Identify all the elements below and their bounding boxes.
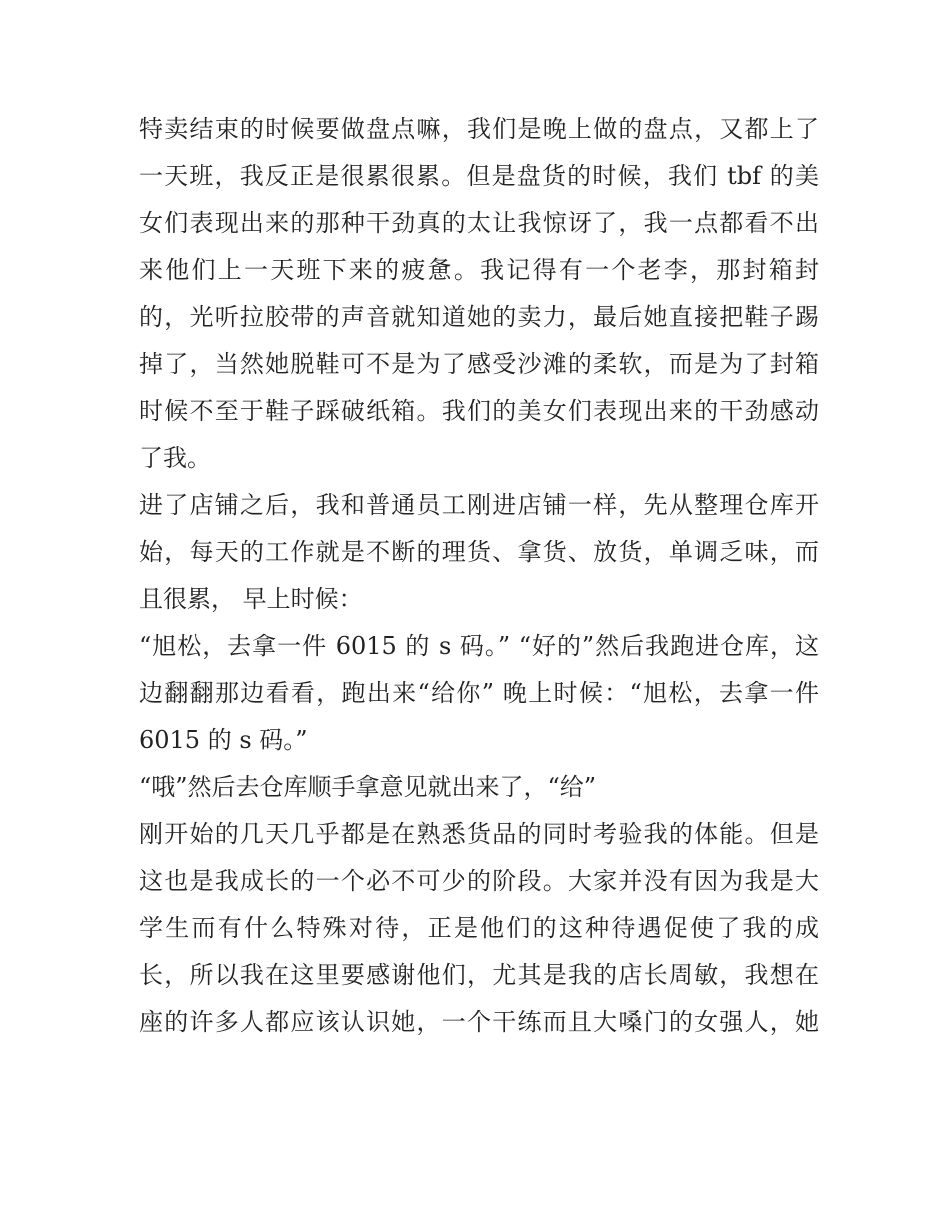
text-line: 的，光听拉胶带的声音就知道她的卖力，最后她直接把鞋子踢 <box>139 303 819 331</box>
text-line: 刚开始的几天几乎都是在熟悉货品的同时考验我的体能。但是 <box>139 820 819 848</box>
text-line: “哦”然后去仓库顺手拿意见就出来了，“给” <box>139 773 597 801</box>
text-line: 长，所以我在这里要感谢他们，尤其是我的店长周敏，我想在 <box>139 961 819 989</box>
text-line: 座的许多人都应该认识她，一个干练而且大嗓门的女强人，她 <box>139 1008 819 1036</box>
text-line: 且很累， 早上时候： <box>139 585 363 613</box>
text-line: 始，每天的工作就是不断的理货、拿货、放货，单调乏味，而 <box>139 538 819 566</box>
text-line: 进了店铺之后，我和普通员工刚进店铺一样，先从整理仓库开 <box>139 491 819 519</box>
text-line: 掉了，当然她脱鞋可不是为了感受沙滩的柔软，而是为了封箱 <box>139 350 819 378</box>
text-line: 女们表现出来的那种干劲真的太让我惊讶了，我一点都看不出 <box>139 209 819 237</box>
text-line: 边翻翻那边看看，跑出来“给你” 晚上时候：“旭松，去拿一件 <box>139 679 819 707</box>
text-line: 特卖结束的时候要做盘点嘛，我们是晚上做的盘点，又都上了 <box>139 115 819 143</box>
text-line: 这也是我成长的一个必不可少的阶段。大家并没有因为我是大 <box>139 867 819 895</box>
text-line: “旭松，去拿一件 6015 的 s 码。” “好的”然后我跑进仓库，这 <box>139 632 819 660</box>
text-line: 学生而有什么特殊对待，正是他们的这种待遇促使了我的成 <box>139 914 819 942</box>
text-line: 时候不至于鞋子踩破纸箱。我们的美女们表现出来的干劲感动 <box>139 397 819 425</box>
text-line: 了我。 <box>139 444 211 472</box>
text-line: 来他们上一天班下来的疲惫。我记得有一个老李，那封箱封 <box>139 256 819 284</box>
body-text <box>139 106 819 1046</box>
text-line: 6015 的 s 码。” <box>139 726 308 754</box>
text-line: 一天班，我反正是很累很累。但是盘货的时候，我们 tbf 的美 <box>139 162 819 190</box>
